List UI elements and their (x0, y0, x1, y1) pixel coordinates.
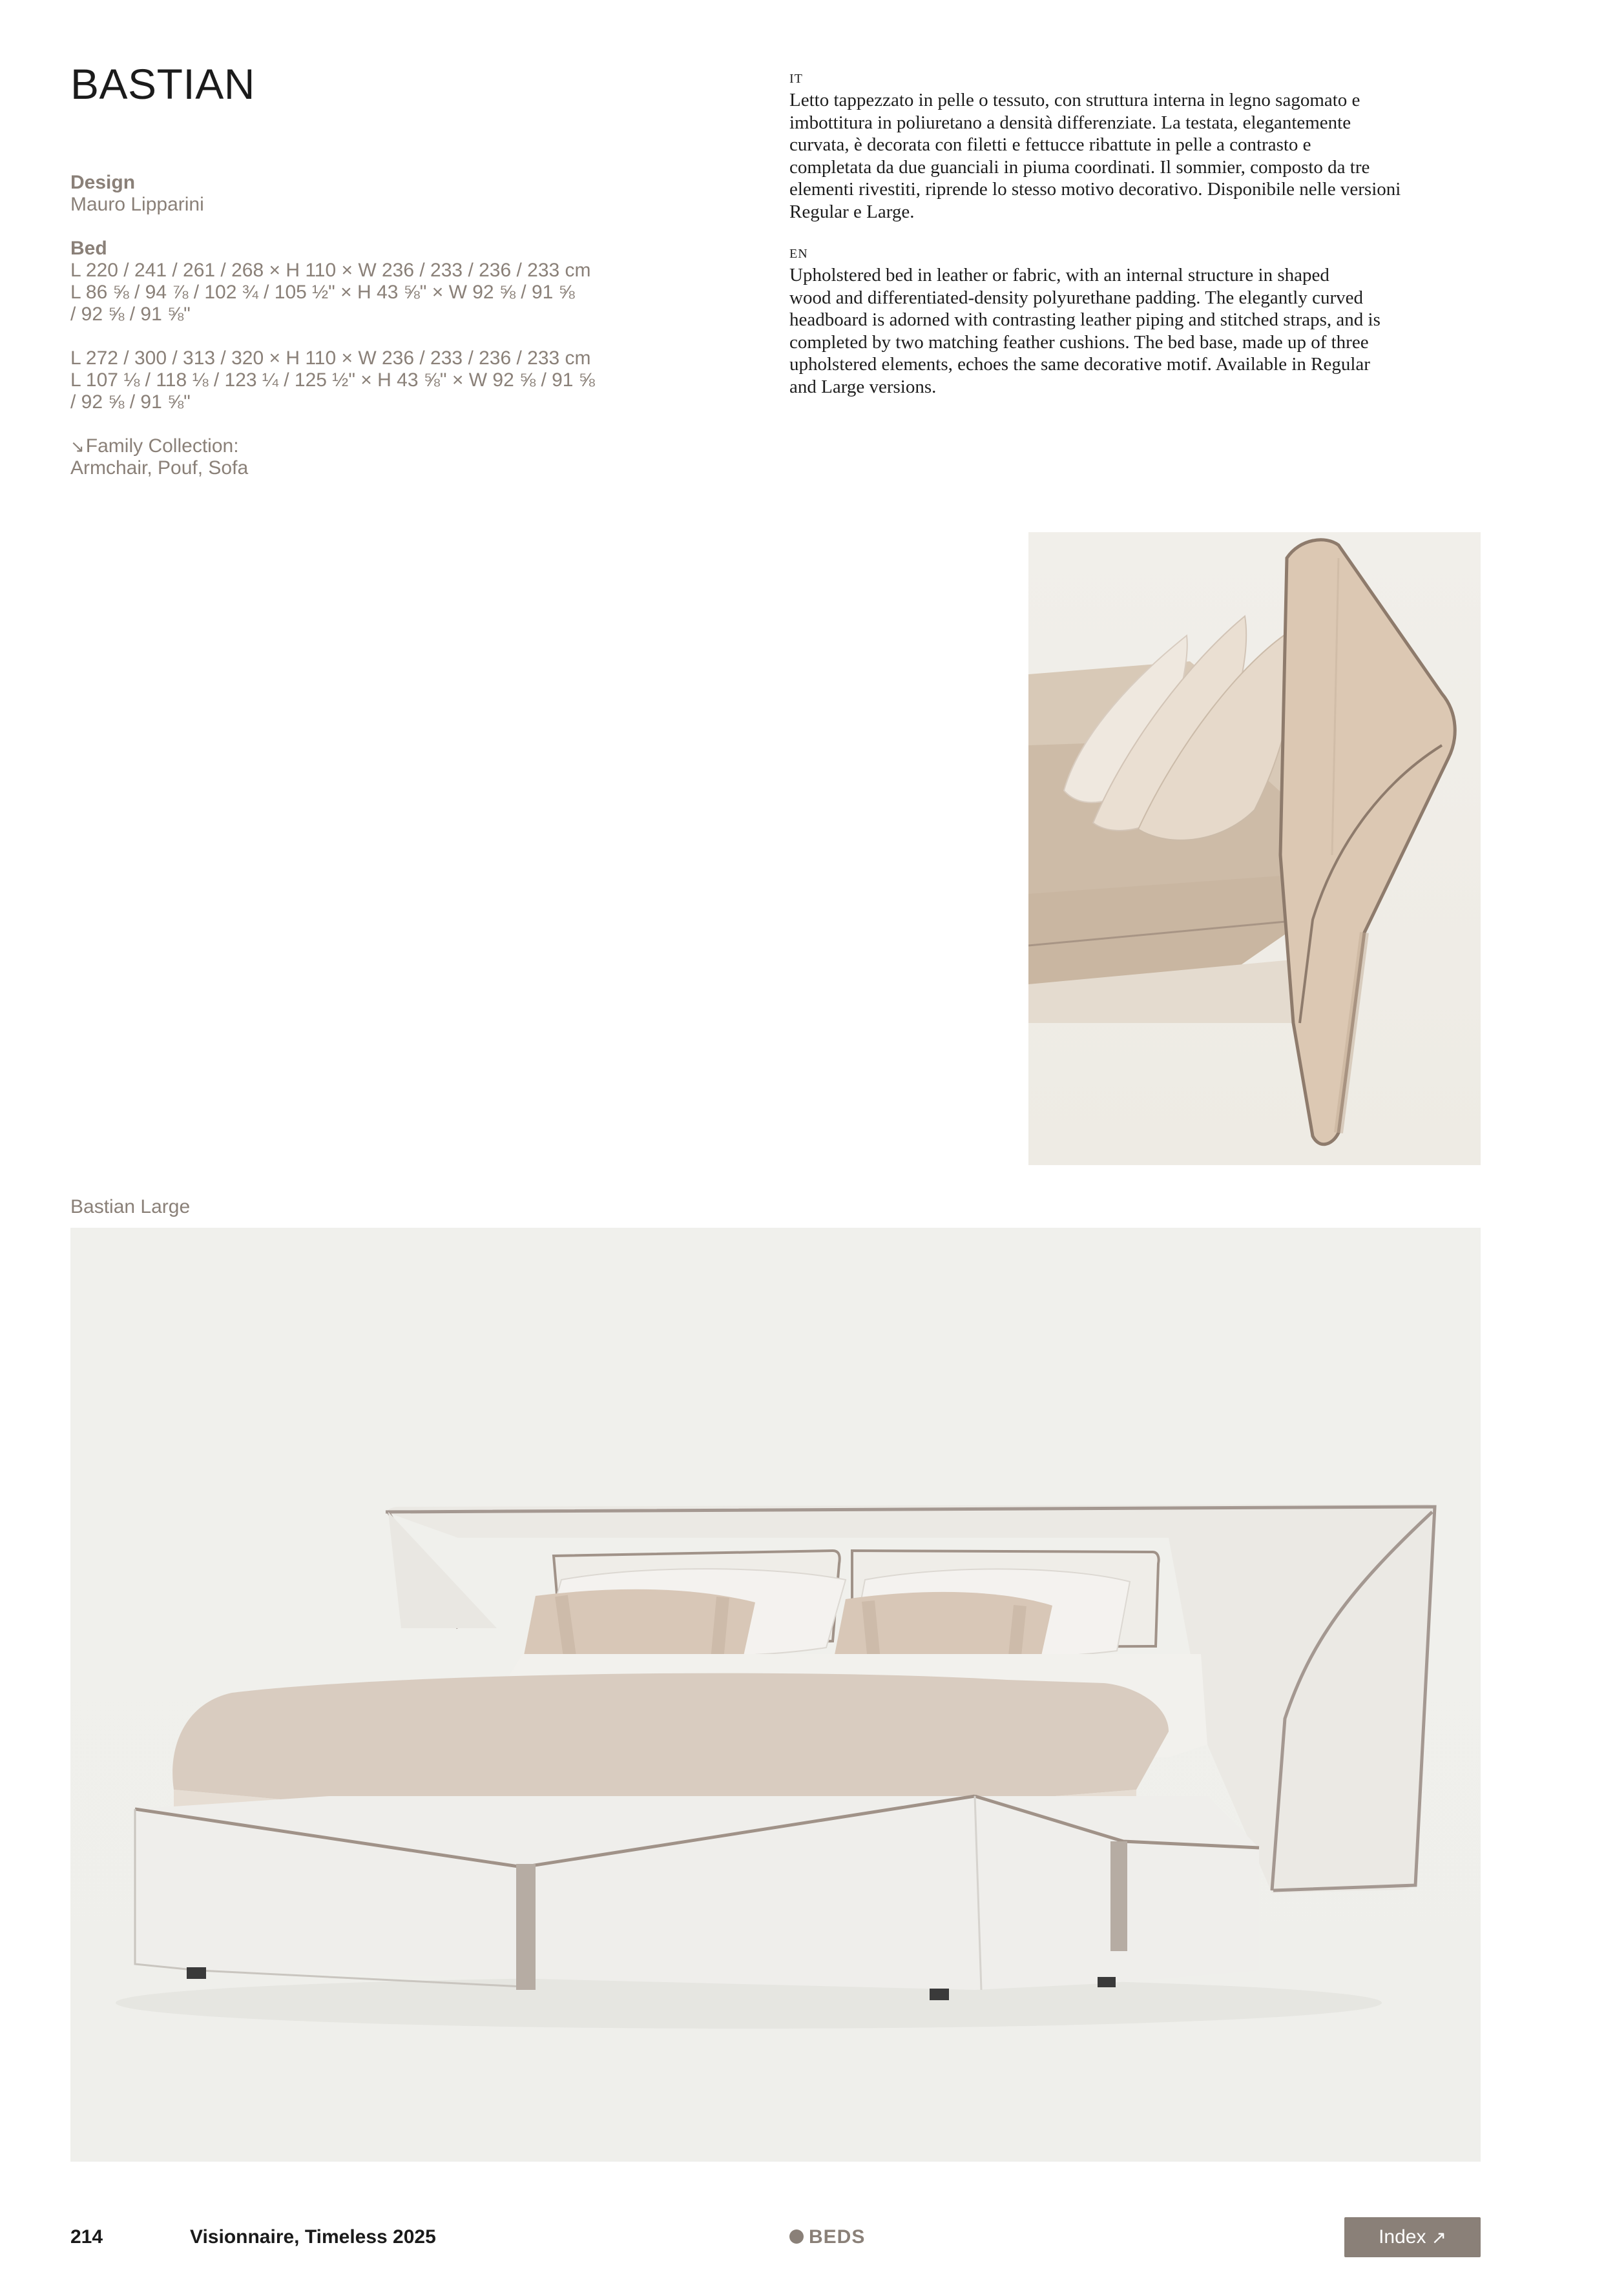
arrow-down-right-icon: ↘ (70, 437, 85, 456)
it-line: elementi rivestiti, riprende lo stesso motivo decorativo. Disponibile nelle versioni (789, 179, 1401, 200)
designer-name: Mauro Lipparini (70, 194, 204, 215)
family-collection[interactable] (70, 435, 691, 479)
publication-title: Visionnaire, Timeless 2025 (190, 2226, 436, 2248)
family-collection-label: Family Collection: (85, 435, 239, 457)
en-line: and Large versions. (789, 376, 937, 397)
description-italian (789, 89, 1487, 223)
product-title: BASTIAN (70, 60, 255, 108)
large-photo-caption: Bastian Large (70, 1196, 191, 1217)
large-dimensions-cm: L 272 / 300 / 313 / 320 × H 110 × W 236 / 233 / 236 / 233 cm (70, 347, 591, 369)
it-line: Regular e Large. (789, 201, 915, 222)
regular-dimensions-cm: L 220 / 241 / 261 / 268 × H 110 × W 236 / 233 / 236 / 233 cm (70, 260, 591, 281)
section-label[interactable] (789, 2226, 865, 2248)
large-dimensions-inches: L 107 ⅛ / 118 ⅛ / 123 ¼ / 125 ½" × H 43 ⅝" × W 92 ⅝ / 91 ⅝ (70, 369, 595, 391)
it-line: Letto tappezzato in pelle o tessuto, con struttura interna in legno sagomato e (789, 90, 1360, 110)
en-line: wood and differentiated-density polyurethane padding. The elegantly curved (789, 287, 1363, 308)
headboard-detail-photo (1028, 532, 1481, 1165)
it-line: completata da due guanciali in piuma coordinati. Il sommier, composto da tre (789, 156, 1370, 178)
large-dimensions-inches-cont: / 92 ⅝ / 91 ⅝" (70, 391, 191, 413)
bed-large-photo (70, 1228, 1481, 2162)
page-number: 214 (70, 2226, 103, 2248)
language-label-en: EN (789, 247, 808, 261)
it-line: curvata, è decorata con filetti e fettucce ribattute in pelle a contrasto e (789, 134, 1311, 155)
language-label-it: IT (789, 72, 803, 86)
en-line: headboard is adorned with contrasting leather piping and stitched straps, and is (789, 309, 1381, 330)
en-line: upholstered elements, echoes the same decorative motif. Available in Regular (789, 354, 1370, 375)
bed-label: Bed (70, 238, 107, 259)
design-block (70, 172, 691, 216)
regular-dimensions-inches-cont: / 92 ⅝ / 91 ⅝" (70, 304, 191, 325)
bed-large-illustration (70, 1228, 1481, 2162)
spec-panel (70, 172, 691, 501)
index-button[interactable] (1344, 2217, 1481, 2257)
bed-dimensions-block (70, 238, 691, 413)
en-line: Upholstered bed in leather or fabric, with an internal structure in shaped (789, 265, 1329, 285)
product-description (789, 71, 1487, 421)
section-name: BEDS (809, 2226, 866, 2248)
design-label: Design (70, 172, 136, 193)
description-english (789, 264, 1487, 398)
family-collection-items: Armchair, Pouf, Sofa (70, 457, 249, 479)
arrow-up-right-icon: ↗ (1431, 2227, 1446, 2248)
en-line: completed by two matching feather cushions. The bed base, made up of three (789, 331, 1369, 353)
page-footer (0, 2226, 1615, 2265)
bullet-icon (789, 2229, 804, 2244)
index-button-label: Index (1379, 2226, 1426, 2248)
it-line: imbottitura in poliuretano a densità differenziate. La testata, elegantemente (789, 112, 1351, 133)
regular-dimensions-inches: L 86 ⅝ / 94 ⅞ / 102 ¾ / 105 ½" × H 43 ⅝" × W 92 ⅝ / 91 ⅝ (70, 282, 575, 303)
headboard-detail-illustration (1028, 532, 1481, 1165)
